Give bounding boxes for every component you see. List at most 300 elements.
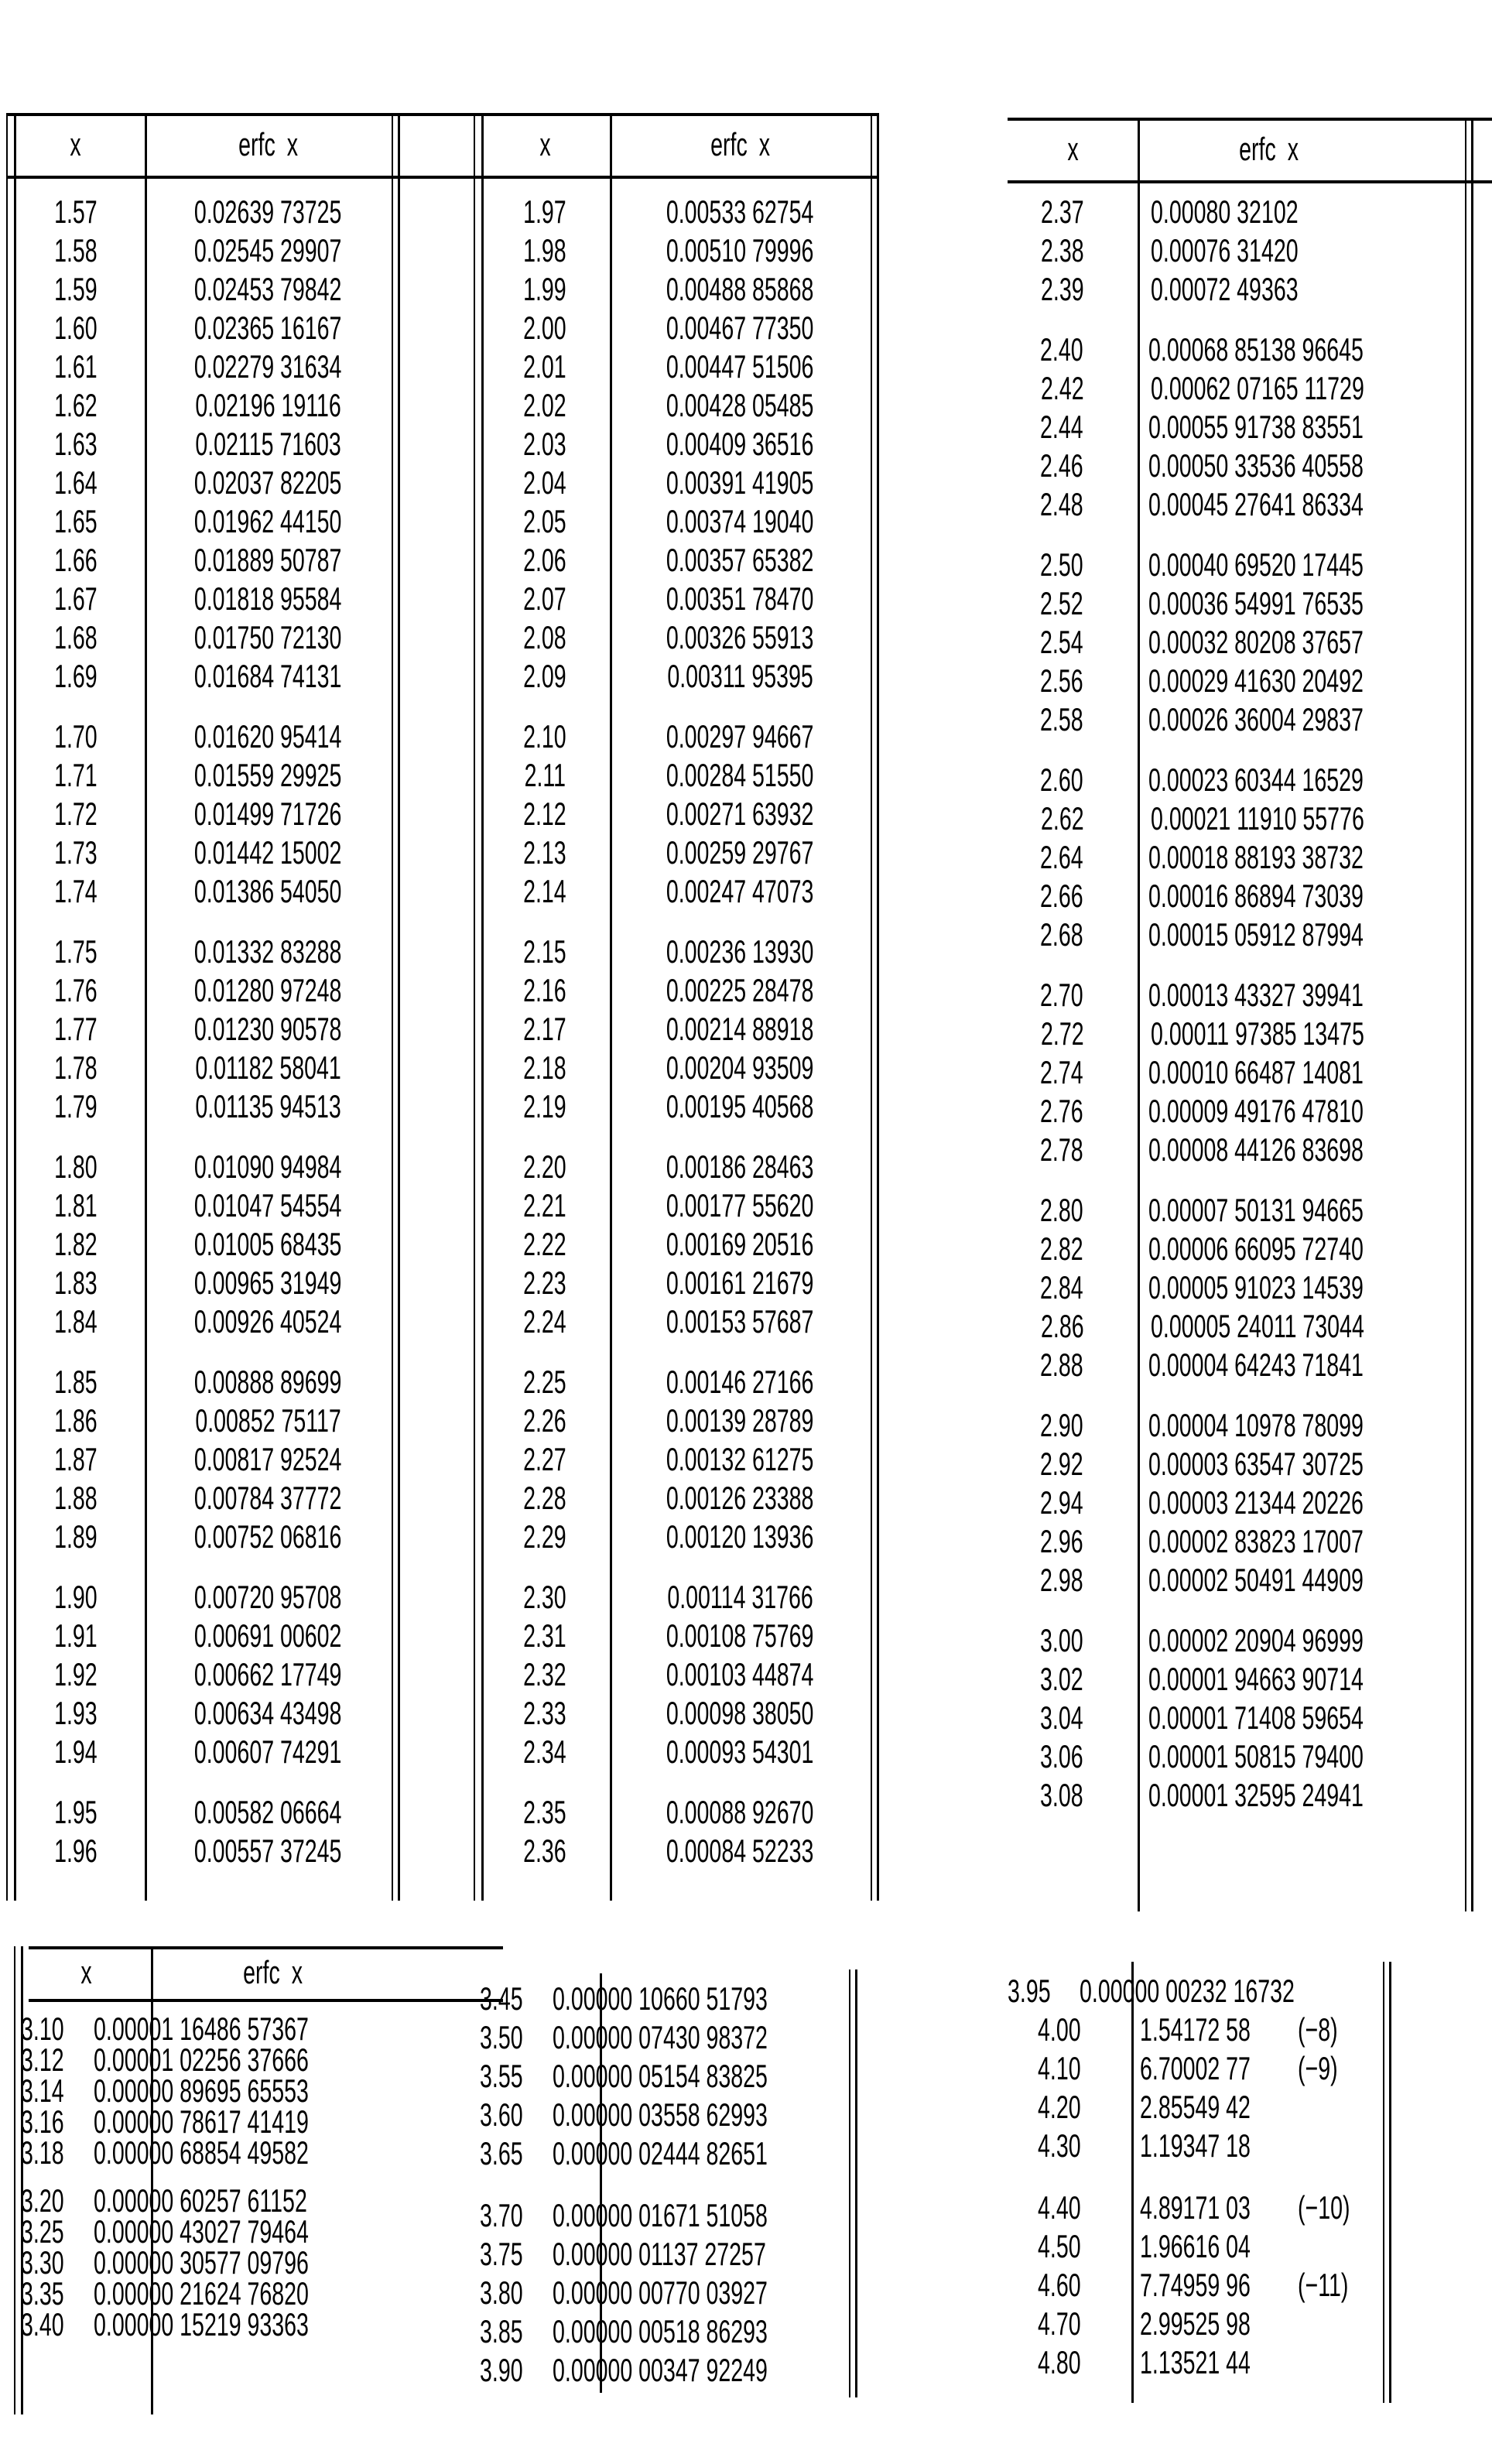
table-row — [21, 2306, 395, 2343]
erfc-cell — [1135, 1271, 1465, 1304]
x-cell — [21, 2308, 84, 2341]
erfc-cell — [1135, 1095, 1465, 1128]
x-value: 1.83 — [53, 1265, 98, 1301]
erfc-cell — [1135, 1740, 1465, 1773]
x-value: 2.70 — [1039, 977, 1083, 1013]
x-cell — [480, 1402, 610, 1439]
table-row — [480, 1186, 871, 1225]
x-value: 2.50 — [1039, 546, 1083, 583]
x-value: 1.70 — [53, 718, 98, 755]
erfc-value: 0.00247 47073 — [666, 873, 814, 909]
erfc-cell — [610, 974, 871, 1007]
x-cell — [21, 2072, 84, 2109]
erfc-value: 0.00005 24011 73044 — [1151, 1308, 1364, 1344]
x-value: 3.85 — [480, 2313, 523, 2349]
table-rule — [6, 176, 877, 179]
x-cell — [1008, 626, 1135, 659]
erfc-cell — [145, 312, 392, 344]
erfc-column-label: erfc x — [710, 125, 770, 163]
x-cell — [480, 2060, 543, 2093]
x-cell — [480, 2096, 543, 2133]
erfc-cell — [610, 933, 871, 970]
erfc-cell — [610, 1835, 871, 1867]
x-value: 2.92 — [1039, 1446, 1083, 1482]
erfc-value: 0.00351 78470 — [666, 580, 814, 617]
x-cell — [480, 2238, 543, 2271]
x-cell — [1008, 2346, 1131, 2379]
erfc-cell — [145, 193, 392, 230]
table-rule — [1389, 1962, 1391, 2403]
x-value: 2.66 — [1039, 878, 1083, 914]
erfc-cell — [145, 1148, 392, 1185]
x-cell — [480, 1090, 610, 1123]
table-row — [6, 872, 392, 911]
table-rule — [1465, 118, 1466, 1911]
table-row — [21, 2103, 395, 2140]
x-value: 2.28 — [523, 1480, 566, 1516]
erfc-value: 0.01442 15002 — [194, 834, 342, 871]
x-value: 2.72 — [1041, 1015, 1084, 1052]
x-cell — [6, 1835, 145, 1867]
x-cell — [480, 1697, 610, 1730]
erfc-cell — [1131, 2189, 1383, 2226]
x-value: 2.25 — [523, 1364, 566, 1400]
x-value: 2.78 — [1039, 1131, 1083, 1168]
erfc-value: 0.01559 29925 — [194, 757, 342, 793]
erfc-cell — [610, 1733, 871, 1770]
x-cell — [1008, 546, 1135, 583]
erfc-value: 0.00002 20904 96999 — [1148, 1622, 1364, 1658]
table-rule — [1008, 180, 1492, 183]
erfc-value: 0.00026 36004 29837 — [1148, 701, 1364, 737]
erfc-value: 2.99525 98 — [1140, 2305, 1251, 2342]
erfc-value: 0.01620 95414 — [194, 718, 342, 755]
table-row — [21, 2011, 395, 2047]
erfc-cell — [1135, 1131, 1465, 1168]
table-row — [480, 833, 871, 872]
x-cell — [1008, 2305, 1131, 2342]
erfc-cell — [543, 2315, 869, 2348]
erfc-value: 0.01182 58041 — [195, 1049, 341, 1086]
x-value: 3.35 — [21, 2275, 64, 2312]
table-row — [1008, 838, 1465, 877]
x-value: 1.97 — [523, 193, 566, 230]
erfc-cell — [610, 1402, 871, 1439]
x-cell — [480, 193, 610, 230]
x-cell — [1008, 2127, 1131, 2164]
erfc-value: 0.01386 54050 — [194, 873, 342, 909]
x-value: 2.23 — [523, 1265, 566, 1301]
x-cell — [480, 1482, 610, 1514]
erfc-cell — [1135, 331, 1465, 368]
table-row — [6, 1087, 392, 1126]
table-row — [480, 1980, 844, 2018]
x-cell — [1008, 1194, 1135, 1227]
table-row — [480, 1578, 871, 1617]
erfc-cell — [1135, 1525, 1465, 1558]
table-row — [1008, 2049, 1383, 2088]
x-value: 3.50 — [480, 2019, 523, 2055]
erfc-value: 0.00009 49176 47810 — [1148, 1093, 1364, 1129]
erfc-value: 0.00002 83823 17007 — [1148, 1523, 1364, 1559]
x-cell — [1008, 1448, 1135, 1480]
x-cell — [6, 1049, 145, 1086]
table-row — [480, 933, 871, 971]
erfc-cell — [1131, 2091, 1383, 2123]
erfc-value: 0.01135 94513 — [195, 1088, 341, 1124]
x-cell — [480, 720, 610, 753]
erfc-cell — [145, 273, 392, 306]
x-cell — [480, 389, 610, 422]
x-cell — [1008, 411, 1135, 443]
x-value: 4.60 — [1038, 2267, 1081, 2303]
erfc-value: 0.00204 93509 — [666, 1049, 814, 1086]
x-cell — [480, 1228, 610, 1261]
x-value: 1.92 — [53, 1656, 98, 1692]
erfc-value: 0.00001 50815 79400 — [1148, 1738, 1364, 1774]
table-row — [480, 795, 871, 833]
erfc-value: 0.00177 55620 — [666, 1187, 814, 1223]
x-value: 1.57 — [53, 193, 98, 230]
erfc-value: 0.00072 49363 — [1151, 271, 1299, 307]
x-cell — [6, 1013, 145, 1045]
x-value: 4.80 — [1038, 2344, 1081, 2380]
x-cell — [1008, 1699, 1135, 1736]
row-block — [21, 2011, 395, 2171]
x-value: 1.95 — [53, 1794, 98, 1830]
x-cell — [1008, 703, 1135, 736]
x-cell — [1008, 1740, 1135, 1773]
erfc-cell — [610, 1090, 871, 1123]
table-row — [21, 2275, 395, 2312]
erfc-value: 0.00001 32595 24941 — [1148, 1777, 1364, 1813]
erfc-value: 0.00488 85868 — [666, 271, 814, 307]
x-value: 2.74 — [1039, 1054, 1083, 1090]
erfc-value: 0.02639 73725 — [194, 193, 342, 230]
x-value: 3.60 — [480, 2096, 523, 2133]
x-value: 3.95 — [1008, 1973, 1051, 2009]
erfc-cell — [1135, 880, 1465, 912]
erfc-value: 0.00784 37772 — [194, 1480, 342, 1516]
erfc-value: 0.00284 51550 — [666, 757, 814, 793]
x-value: 2.26 — [523, 1402, 566, 1439]
x-value: 2.90 — [1039, 1407, 1083, 1443]
row-block — [1008, 2189, 1383, 2382]
x-cell — [6, 621, 145, 654]
erfc-cell — [1071, 1975, 1396, 2007]
erfc-cell — [1135, 916, 1465, 953]
x-cell — [6, 1581, 145, 1614]
erfc-value: 0.01090 94984 — [194, 1148, 342, 1185]
erfc-value: 0.00000 00770 03927 — [552, 2274, 768, 2311]
row-block — [6, 717, 392, 911]
x-value: 3.02 — [1039, 1661, 1083, 1697]
x-cell — [1008, 1349, 1135, 1381]
erfc-value: 0.00311 95395 — [667, 658, 813, 694]
erfc-value: 6.70002 77 — [1140, 2050, 1251, 2086]
table-row — [1008, 1053, 1465, 1092]
erfc-value: 0.00374 19040 — [666, 503, 814, 539]
x-cell — [480, 1581, 610, 1614]
top-group-2-header — [480, 113, 871, 176]
erfc-cell — [610, 621, 871, 654]
erfc-value: 0.00004 64243 71841 — [1148, 1347, 1364, 1383]
table-row — [480, 756, 871, 795]
erfc-value: 0.00120 13936 — [666, 1518, 814, 1555]
x-cell — [1008, 1663, 1135, 1696]
x-value: 1.58 — [53, 232, 98, 269]
x-cell — [1008, 1056, 1135, 1089]
erfc-value: 2.85549 42 — [1140, 2089, 1251, 2125]
erfc-value: 0.01499 71726 — [194, 796, 342, 832]
x-value: 1.87 — [53, 1441, 98, 1477]
x-value: 2.20 — [523, 1148, 566, 1185]
table-row — [6, 1302, 392, 1341]
erfc-value: 0.00011 97385 13475 — [1151, 1015, 1364, 1052]
x-cell — [6, 428, 145, 460]
x-cell — [6, 875, 145, 908]
erfc-cell — [610, 348, 871, 385]
erfc-cell — [145, 1482, 392, 1514]
table-row — [1008, 2011, 1383, 2049]
x-value: 1.85 — [53, 1364, 98, 1400]
x-cell — [480, 234, 610, 267]
erfc-value: 0.00018 88193 38732 — [1148, 839, 1364, 875]
x-cell — [480, 464, 610, 501]
erfc-cell — [1135, 626, 1465, 659]
x-value: 2.48 — [1039, 486, 1083, 522]
erfc-value: 0.00088 92670 — [666, 1794, 814, 1830]
table-row — [6, 971, 392, 1010]
x-value: 2.98 — [1039, 1562, 1083, 1598]
erfc-value: 0.00040 69520 17445 — [1148, 546, 1364, 583]
erfc-cell — [1138, 193, 1465, 230]
x-value: 2.62 — [1041, 800, 1084, 837]
erfc-value: 0.00000 68854 49582 — [93, 2134, 309, 2171]
x-value: 2.52 — [1039, 585, 1083, 621]
table-row — [1008, 2088, 1383, 2127]
table-row — [1008, 1972, 1383, 2011]
erfc-cell — [84, 2013, 410, 2045]
x-cell — [480, 1443, 610, 1476]
erfc-cell — [1135, 761, 1465, 798]
x-cell — [1008, 2230, 1131, 2263]
erfc-cell — [1135, 1624, 1465, 1657]
table-row — [6, 618, 392, 657]
x-cell — [6, 389, 145, 422]
table-row — [6, 1440, 392, 1479]
x-cell — [480, 1518, 610, 1555]
x-column-header — [21, 1956, 151, 1989]
table-row — [21, 2213, 395, 2250]
erfc-value: 0.00409 36516 — [666, 426, 814, 462]
erfc-value: 0.00195 40568 — [666, 1088, 814, 1124]
erfc-value: 1.54172 58 — [1140, 2011, 1251, 2048]
x-value: 4.10 — [1038, 2050, 1081, 2086]
erfc-cell — [610, 1267, 871, 1299]
x-value: 1.76 — [53, 972, 98, 1008]
x-cell — [1008, 1131, 1135, 1168]
x-cell — [6, 1303, 145, 1340]
x-cell — [1008, 1310, 1138, 1343]
erfc-cell — [84, 2182, 408, 2219]
erfc-value: 0.02453 79842 — [194, 271, 342, 307]
erfc-value: 0.01047 54554 — [194, 1187, 342, 1223]
table-row — [480, 2134, 844, 2173]
x-cell — [6, 580, 145, 617]
exponent-value: (−10) — [1298, 2189, 1350, 2226]
x-value: 2.46 — [1039, 447, 1083, 484]
x-value: 3.40 — [21, 2306, 64, 2343]
erfc-value: 0.00029 41630 20492 — [1148, 662, 1364, 699]
erfc-value: 0.00691 00602 — [194, 1617, 342, 1654]
erfc-cell — [610, 720, 871, 753]
table-row — [1008, 1406, 1465, 1445]
table-row — [480, 872, 871, 911]
erfc-cell — [145, 1617, 392, 1654]
x-cell — [480, 798, 610, 830]
table-row — [6, 833, 392, 872]
erfc-cell — [1135, 587, 1465, 620]
erfc-value: 0.00557 37245 — [194, 1833, 342, 1869]
erfc-cell — [145, 1303, 392, 1340]
erfc-cell — [1135, 1779, 1465, 1812]
x-value: 4.20 — [1038, 2089, 1081, 2125]
x-value: 2.19 — [523, 1088, 566, 1124]
erfc-cell — [1135, 703, 1465, 736]
erfc-column-header — [151, 1956, 395, 1989]
erfc-cell — [610, 312, 871, 344]
erfc-value: 0.00161 21679 — [666, 1265, 814, 1301]
x-cell — [480, 834, 610, 871]
erfc-value: 0.00050 33536 40558 — [1148, 447, 1364, 484]
erfc-value: 0.00720 95708 — [194, 1579, 342, 1615]
erfc-value: 0.00169 20516 — [666, 1226, 814, 1262]
x-value: 1.80 — [53, 1148, 98, 1185]
x-value: 1.96 — [53, 1833, 98, 1869]
erfc-cell — [84, 2041, 410, 2078]
x-cell — [1008, 1409, 1135, 1442]
table-row — [480, 347, 871, 386]
x-cell — [480, 1049, 610, 1086]
table-row — [480, 386, 871, 425]
erfc-value: 0.00000 10660 51793 — [552, 1980, 768, 2017]
table-row — [6, 1655, 392, 1694]
x-value: 4.50 — [1038, 2228, 1081, 2264]
x-value: 1.77 — [53, 1011, 98, 1047]
table-row — [6, 464, 392, 502]
top-group-2-rows — [480, 193, 871, 1870]
erfc-cell — [610, 834, 871, 871]
erfc-cell — [1135, 1484, 1465, 1521]
x-cell — [480, 348, 610, 385]
x-cell — [480, 505, 610, 538]
erfc-cell — [610, 1228, 871, 1261]
table-row — [1008, 447, 1465, 485]
table-row — [1008, 662, 1465, 700]
x-value: 2.22 — [523, 1226, 566, 1262]
x-cell — [1008, 1624, 1135, 1657]
erfc-value: 0.01889 50787 — [194, 542, 342, 578]
x-value: 2.02 — [523, 387, 566, 423]
table-row — [21, 2134, 395, 2171]
x-cell — [480, 428, 610, 460]
erfc-value: 0.00852 75117 — [195, 1402, 341, 1439]
erfc-cell — [145, 1581, 392, 1614]
table-row — [1008, 1484, 1465, 1522]
erfc-value: 0.00225 28478 — [666, 972, 814, 1008]
x-value: 3.18 — [21, 2134, 64, 2171]
x-value: 2.17 — [523, 1011, 566, 1047]
x-value: 2.40 — [1039, 331, 1083, 368]
erfc-value: 0.00607 74291 — [194, 1733, 342, 1770]
row-block — [1008, 546, 1465, 739]
erfc-cell — [610, 1617, 871, 1654]
erfc-value: 0.00013 43327 39941 — [1148, 977, 1364, 1013]
erfc-cell — [145, 1443, 392, 1476]
table-rule — [29, 1999, 503, 2002]
table-row — [1008, 270, 1465, 309]
erfc-value: 0.02196 19116 — [195, 387, 341, 423]
table-row — [6, 1733, 392, 1771]
table-row — [1008, 1230, 1465, 1268]
x-cell — [480, 1980, 543, 2017]
table-row — [6, 1617, 392, 1655]
table-row — [1008, 485, 1465, 524]
x-value: 2.27 — [523, 1441, 566, 1477]
erfc-cell — [145, 580, 392, 617]
table-row — [480, 1793, 871, 1832]
x-cell — [6, 505, 145, 538]
erfc-value: 0.00000 89695 65553 — [93, 2072, 309, 2109]
erfc-cell — [1135, 1699, 1465, 1736]
x-cell — [6, 1267, 145, 1299]
erfc-value: 0.00297 94667 — [666, 718, 814, 755]
table-row — [1008, 915, 1465, 954]
x-value: 1.89 — [53, 1518, 98, 1555]
x-value: 3.00 — [1039, 1622, 1083, 1658]
erfc-value: 0.00186 28463 — [666, 1148, 814, 1185]
table-row — [1008, 408, 1465, 447]
erfc-cell — [543, 2060, 869, 2093]
table-row — [1008, 1307, 1465, 1346]
table-row — [6, 1264, 392, 1302]
table-row — [6, 1694, 392, 1733]
erfc-value: 0.00108 75769 — [666, 1617, 814, 1654]
table-row — [480, 1264, 871, 1302]
table-row — [6, 231, 392, 270]
erfc-value: 0.00000 00232 16732 — [1079, 1973, 1295, 2009]
table-row — [21, 2244, 395, 2281]
table-row — [1008, 700, 1465, 739]
table-rule — [14, 1946, 15, 2414]
x-value: 2.30 — [523, 1579, 566, 1615]
table-row — [480, 971, 871, 1010]
row-block — [480, 2196, 844, 2390]
x-value: 2.29 — [523, 1518, 566, 1555]
x-cell — [480, 933, 610, 970]
table-row — [1008, 623, 1465, 662]
top-group-1-header — [6, 113, 392, 176]
table-row — [480, 657, 871, 696]
x-value: 4.70 — [1038, 2305, 1081, 2342]
table-row — [480, 1401, 871, 1440]
x-cell — [6, 974, 145, 1007]
erfc-cell — [610, 1148, 871, 1185]
table-row — [6, 933, 392, 971]
table-row — [1008, 1699, 1465, 1737]
x-cell — [480, 1267, 610, 1299]
